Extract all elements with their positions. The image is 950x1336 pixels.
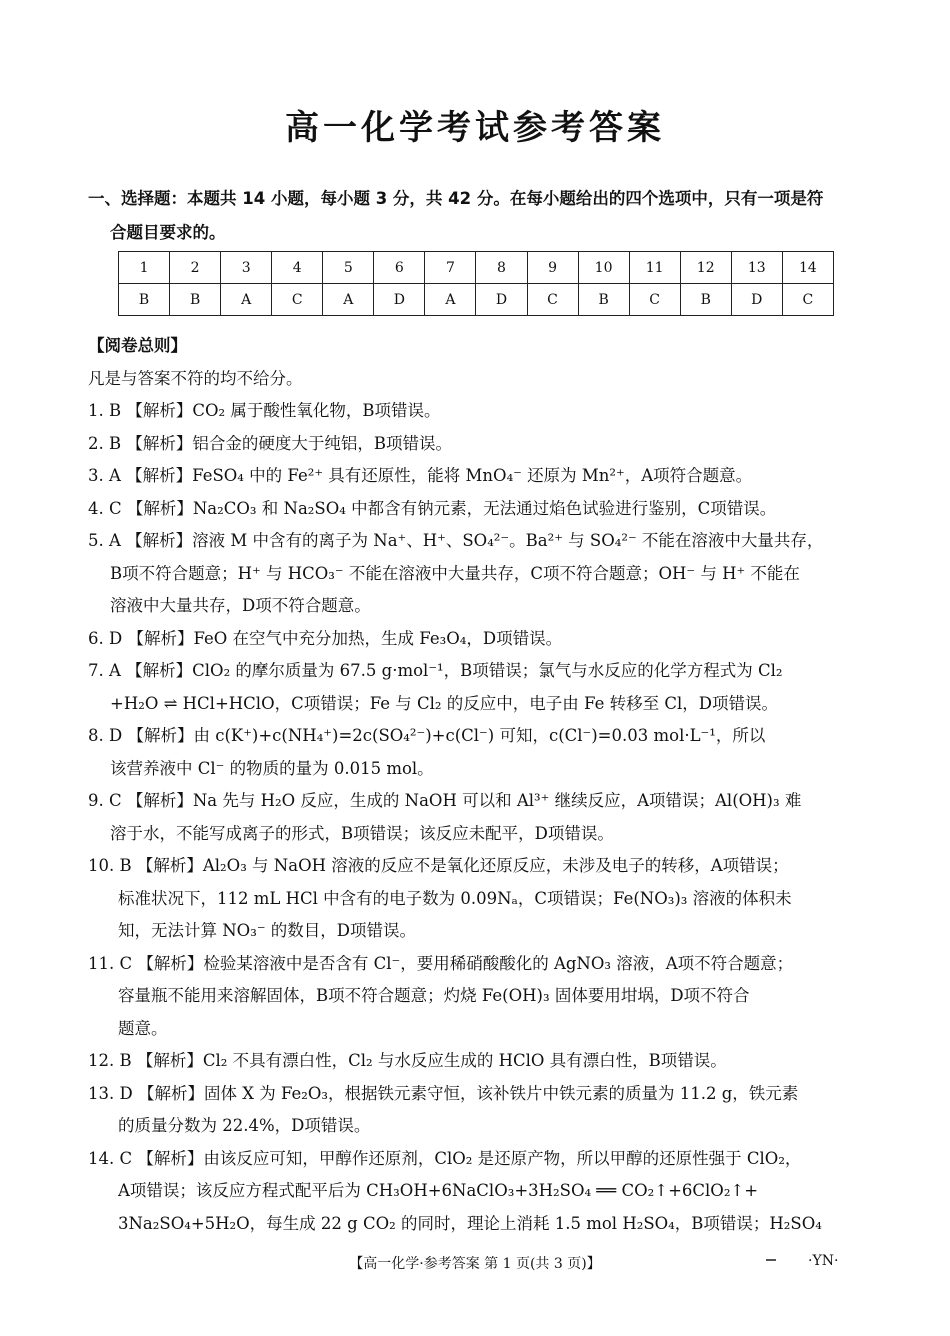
answer-cell: D — [731, 284, 782, 316]
answer-cell: C — [272, 284, 323, 316]
explanation-item: 5. A 【解析】溶液 M 中含有的离子为 Na⁺、H⁺、SO₄²⁻。Ba²⁺ 与 SO₄²⁻ 不能在溶液中大量共存， — [88, 531, 824, 550]
answer-cell: A — [425, 284, 476, 316]
question-number-cell: 3 — [221, 252, 272, 284]
review-header: 【阅卷总则】 — [88, 336, 187, 355]
question-number-cell: 9 — [527, 252, 578, 284]
question-number-cell: 12 — [680, 252, 731, 284]
page-footer: 【高一化学·参考答案 第 1 页(共 3 页)】 — [349, 1256, 601, 1272]
answer-cell: A — [221, 284, 272, 316]
explanation-continuation: B项不符合题意；H⁺ 与 HCO₃⁻ 不能在溶液中大量共存，C项不符合题意；OH⁻ 与 H⁺ 不能在 — [110, 563, 800, 583]
explanation-item: 4. C 【解析】Na₂CO₃ 和 Na₂SO₄ 中都含有钠元素，无法通过焰色试验进行鉴别，C项错误。 — [88, 498, 777, 518]
explanation-continuation: 题意。 — [118, 1018, 168, 1038]
explanation-continuation: A项错误；该反应方程式配平后为 CH₃OH+6NaClO₃+3H₂SO₄ ══ CO₂↑+6ClO₂↑+ — [118, 1181, 759, 1200]
answer-cell: B — [170, 284, 221, 316]
explanation-item: 8. D 【解析】由 c(K⁺)+c(NH₄⁺)=2c(SO₄²⁻)+c(Cl⁻) 可知，c(Cl⁻)=0.03 mol·L⁻¹，所以 — [88, 726, 766, 745]
question-number-cell: 6 — [374, 252, 425, 284]
answer-cell: C — [527, 284, 578, 316]
answer-table — [118, 251, 834, 316]
section-heading-line1: 一、选择题：本题共 14 小题，每小题 3 分，共 42 分。在每小题给出的四个选项中，只有一项是符 — [88, 189, 824, 208]
section-heading-line2: 合题目要求的。 — [110, 223, 226, 242]
footer-mark — [766, 1259, 776, 1261]
explanation-lines — [88, 395, 860, 1240]
explanation-continuation: 知，无法计算 NO₃⁻ 的数目，D项错误。 — [118, 921, 417, 940]
question-number-cell: 13 — [731, 252, 782, 284]
explanation-item: 9. C 【解析】Na 先与 H₂O 反应，生成的 NaOH 可以和 Al³⁺ 继续反应，A项错误；Al(OH)₃ 难 — [88, 791, 802, 810]
answer-table-numbers-row — [119, 252, 834, 284]
explanation-item: 13. D 【解析】固体 X 为 Fe₂O₃，根据铁元素守恒，该补铁片中铁元素的质量为 11.2 g，铁元素 — [88, 1083, 799, 1103]
question-number-cell: 1 — [119, 252, 170, 284]
explanation-item: 11. C 【解析】检验某溶液中是否含有 Cl⁻，要用稀硝酸酸化的 AgNO₃ 溶液，A项不符合题意； — [88, 953, 794, 973]
explanation-item: 14. C 【解析】由该反应可知，甲醇作还原剂，ClO₂ 是还原产物，所以甲醇的还原性强于 ClO₂， — [88, 1148, 802, 1168]
question-number-cell: 7 — [425, 252, 476, 284]
answer-cell: B — [680, 284, 731, 316]
explanation-continuation: +H₂O ⇌ HCl+HClO，C项错误；Fe 与 Cl₂ 的反应中，电子由 Fe 转移至 Cl，D项错误。 — [110, 693, 778, 713]
explanation-continuation: 标准状况下，112 mL HCl 中含有的电子数为 0.09Nₐ，C项错误；Fe(NO₃)₃ 溶液的体积未 — [118, 888, 792, 908]
explanation-item: 1. B 【解析】CO₂ 属于酸性氧化物，B项错误。 — [88, 401, 441, 420]
explanation-item: 10. B 【解析】Al₂O₃ 与 NaOH 溶液的反应不是氧化还原反应，未涉及电子的转移，A项错误； — [88, 856, 789, 875]
explanation-item: 12. B 【解析】Cl₂ 不具有漂白性，Cl₂ 与水反应生成的 HClO 具有漂白性，B项错误。 — [88, 1051, 727, 1070]
question-number-cell: 8 — [476, 252, 527, 284]
explanation-item: 7. A 【解析】ClO₂ 的摩尔质量为 67.5 g·mol⁻¹，B项错误；氯气与水反应的化学方程式为 Cl₂ — [88, 661, 783, 680]
section-heading — [88, 182, 868, 250]
footer-code: ·YN· — [808, 1253, 839, 1269]
explanation-continuation: 溶液中大量共存，D项不符合题意。 — [110, 596, 371, 615]
question-number-cell: 14 — [782, 252, 833, 284]
explanations — [88, 330, 860, 1240]
question-number-cell: 2 — [170, 252, 221, 284]
explanation-item: 6. D 【解析】FeO 在空气中充分加热，生成 Fe₃O₄，D项错误。 — [88, 628, 563, 648]
answer-cell: A — [323, 284, 374, 316]
question-number-cell: 11 — [629, 252, 680, 284]
explanation-continuation: 溶于水，不能写成离子的形式，B项错误；该反应未配平，D项错误。 — [110, 823, 614, 843]
explanation-item: 2. B 【解析】铝合金的硬度大于纯铝，B项错误。 — [88, 433, 452, 453]
explanation-continuation: 容量瓶不能用来溶解固体，B项不符合题意；灼烧 Fe(OH)₃ 固体要用坩埚，D项不符合 — [118, 986, 750, 1005]
answer-table-answers-row — [119, 284, 834, 316]
explanation-continuation: 的质量分数为 22.4%，D项错误。 — [118, 1116, 371, 1135]
question-number-cell: 10 — [578, 252, 629, 284]
explanation-item: 3. A 【解析】FeSO₄ 中的 Fe²⁺ 具有还原性，能将 MnO₄⁻ 还原为 Mn²⁺，A项符合题意。 — [88, 466, 753, 485]
answer-cell: C — [782, 284, 833, 316]
question-number-cell: 5 — [323, 252, 374, 284]
answer-cell: C — [629, 284, 680, 316]
explanation-continuation: 该营养液中 Cl⁻ 的物质的量为 0.015 mol。 — [110, 758, 434, 778]
explanation-continuation: 3Na₂SO₄+5H₂O，每生成 22 g CO₂ 的同时，理论上消耗 1.5 mol H₂SO₄，B项错误；H₂SO₄ — [118, 1213, 822, 1233]
answer-cell: D — [476, 284, 527, 316]
review-rule: 凡是与答案不符的均不给分。 — [88, 368, 303, 388]
answer-cell: B — [578, 284, 629, 316]
answer-cell: B — [119, 284, 170, 316]
answer-cell: D — [374, 284, 425, 316]
page-title: 高一化学考试参考答案 — [285, 108, 665, 148]
question-number-cell: 4 — [272, 252, 323, 284]
